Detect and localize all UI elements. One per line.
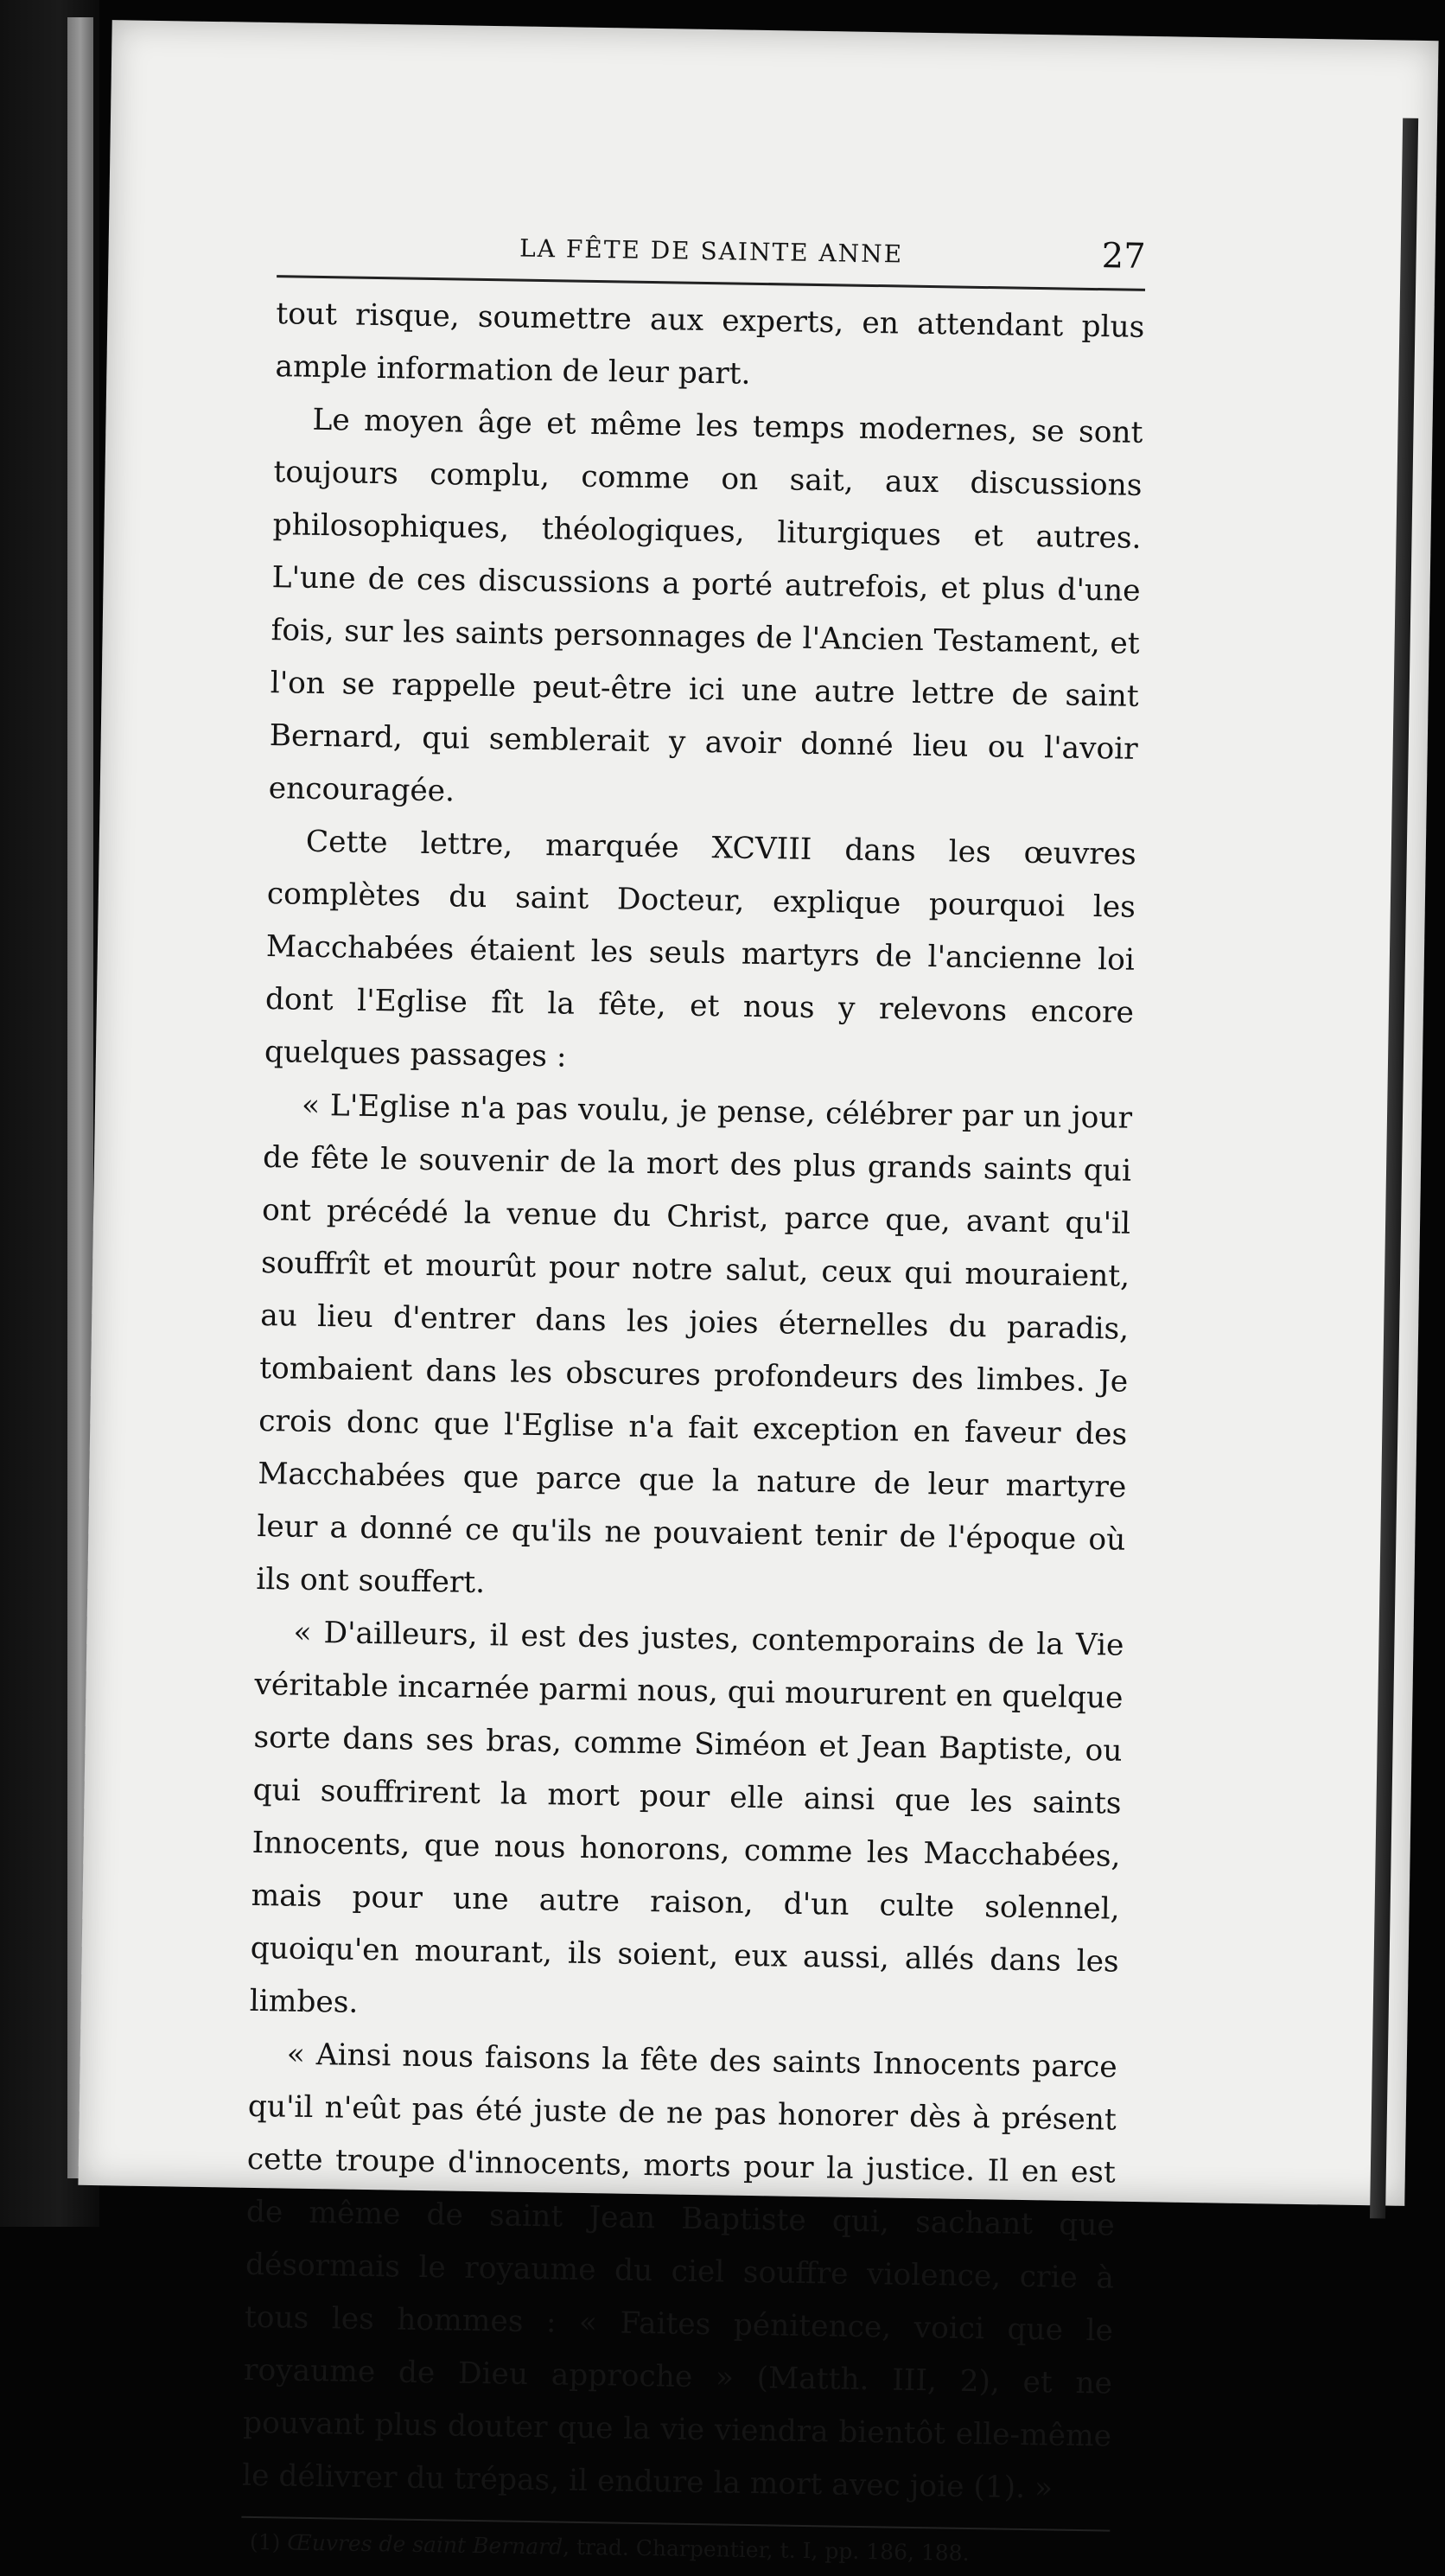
quotation-paragraph (242, 2028, 1117, 2516)
roman-numeral: III (891, 2362, 928, 2399)
paragraph-text: « Ainsi nous faisons la fête des saints Innocents parce qu'il n'eût pas été juste de ne pas honorer dès à présent cette troupe d'innocents, morts pour la justice. Il en est de même de saint Jean Baptiste qui, sachant que désormais le royaume du ciel souffre violence, crie à tous les hommes : « Faites pénitence, voici que le royaume de Dieu approche » (Matth. (243, 2037, 1118, 2398)
roman-numeral: XCVIII (711, 831, 812, 867)
paragraph-text: dans les œuvres complètes du saint Docteur, explique pourquoi les Macchabées étaient les seuls martyrs de l'ancienne loi dont l'Eglise fît la fête, et nous y relevons encore quelques passages : (264, 832, 1137, 1074)
footnote-marker: (1) (249, 2528, 288, 2555)
quotation-paragraph: « L'Eglise n'a pas voulu, je pense, célébrer par un jour de fête le souvenir de la mort des plus grands saints qui ont précédé la venue du Christ, parce que, avant qu'il souffrît et mourût pour notre salut, ceux qui mouraient, au lieu d'entrer dans les joies éternelles du paradis, tombaient dans les obscures profondeurs des limbes. Je crois donc que l'Eglise n'a fait exception en faveur des Macchabées que parce que la nature de leur martyre leur a donné ce qu'ils ne pouvaient tenir de l'époque où ils ont souffert. (256, 1087, 1133, 1601)
paragraph-text: , 2), et ne pouvant plus douter que la vie viendra bientôt elle-même le délivrer du trépas, il endure la mort avec joie (1). » (241, 2363, 1113, 2506)
footnote (241, 2527, 1110, 2572)
paragraph (264, 815, 1137, 1093)
quotation-paragraph: « D'ailleurs, il est des justes, contemporains de la Vie véritable incarnée parmi nous, qui moururent en quelque sorte dans ses bras, comme Siméon et Jean Baptiste, ou qui souffrirent la mort pour elle ainsi que les saints Innocents, que nous honorons, comme les Macchabées, mais pour une autre raison, d'un culte solennel, quoiqu'en mourant, ils soient, eux aussi, allés dans les limbes. (249, 1615, 1124, 2020)
page-header (277, 223, 1146, 291)
page-number: 27 (1101, 236, 1146, 277)
paragraph: Le moyen âge et même les temps modernes, se sont toujours complu, comme on sait, aux discussions philosophiques, théologiques, liturgiques et autres. L'une de ces discussions a porté autrefois, et plus d'une fois, sur les saints personnages de l'Ancien Testament, et l'on se rappelle peut-être ici une autre lettre de saint Bernard, qui semblerait y avoir donné lieu ou l'avoir encouragée. (268, 402, 1143, 809)
footnote-title: Œuvres de saint Bernard (287, 2529, 563, 2560)
body-text (242, 288, 1145, 2515)
page-content (241, 223, 1146, 2571)
footnote-text: , trad. Charpentier, t. I, pp. 186, 188. (562, 2534, 970, 2566)
paragraph-text: Cette lettre, marquée (305, 824, 712, 866)
page-fore-edge (1370, 118, 1418, 2219)
book-page (78, 20, 1438, 2566)
running-title: LA FÊTE DE SAINTE ANNE (519, 233, 904, 269)
paragraph: tout risque, soumettre aux experts, en attendant plus ample information de leur part. (275, 296, 1145, 392)
